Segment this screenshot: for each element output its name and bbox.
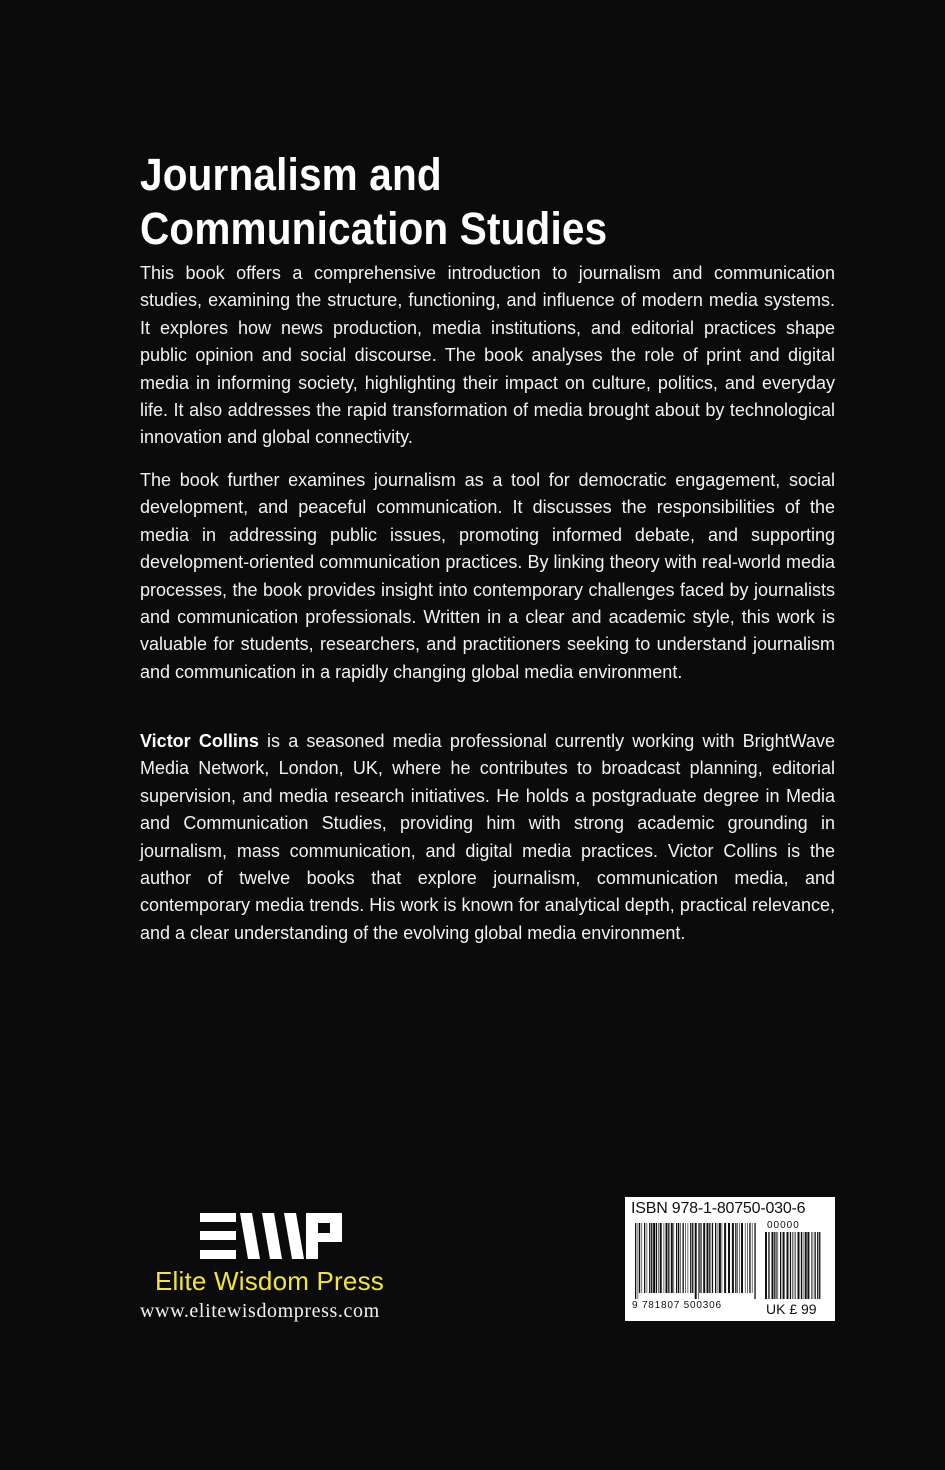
barcode-ean-digits: 9 781807 500306: [632, 1300, 722, 1311]
isbn-label: ISBN 978-1-80750-030-6: [631, 1200, 806, 1217]
book-title-line-2: Communication Studies: [140, 203, 608, 254]
barcode-addon-digits: 00000: [767, 1220, 800, 1231]
blurb-paragraph-2: The book further examines journalism as a tool for democratic engagement, social development, and peaceful communication. It discusses the responsibilities of the media in addressing public issues, promoting informed debate, and supporting development-oriented communication practices. By linking theory with real-world media processes, the book provides insight into contemporary challenges faced by journalists and communication professionals. Written in a clear and academic style, this work is valuable for students, researchers, and practitioners seeking to understand journalism and communication in a rapidly changing global media environment.: [140, 470, 835, 682]
author-name: Victor Collins: [140, 731, 259, 751]
publisher-url: www.elitewisdompress.com: [140, 1300, 380, 1322]
author-bio: [140, 728, 835, 947]
publisher-name: Elite Wisdom Press: [155, 1266, 384, 1296]
blurb-paragraph-1: This book offers a comprehensive introduction to journalism and communication studies, examining the structure, functioning, and influence of modern media systems. It explores how news production, media institutions, and editorial practices shape public opinion and social discourse. The book analyses the role of print and digital media in informing society, highlighting their impact on culture, politics, and everyday life. It also addresses the rapid transformation of media brought about by technological innovation and global connectivity.: [140, 263, 835, 448]
author-bio-text: is a seasoned media professional currently working with BrightWave Media Network, London, UK, where he contributes to broadcast planning, editorial supervision, and media research initiatives. He holds a postgraduate degree in Media and Communication Studies, providing him with strong academic grounding in journalism, mass communication, and digital media practices. Victor Collins is the author of twelve books that explore journalism, communication media, and contemporary media trends. His work is known for analytical depth, practical relevance, and a clear understanding of the evolving global media environment.: [140, 731, 835, 943]
publisher-logo: [200, 1213, 342, 1259]
barcode-main-bars: [635, 1223, 757, 1299]
isbn-barcode: [625, 1197, 835, 1321]
book-title: [140, 148, 770, 256]
price-label: UK £ 99: [766, 1301, 817, 1317]
book-title-line-1: Journalism and: [140, 149, 442, 200]
barcode-addon-bars: [765, 1232, 821, 1299]
